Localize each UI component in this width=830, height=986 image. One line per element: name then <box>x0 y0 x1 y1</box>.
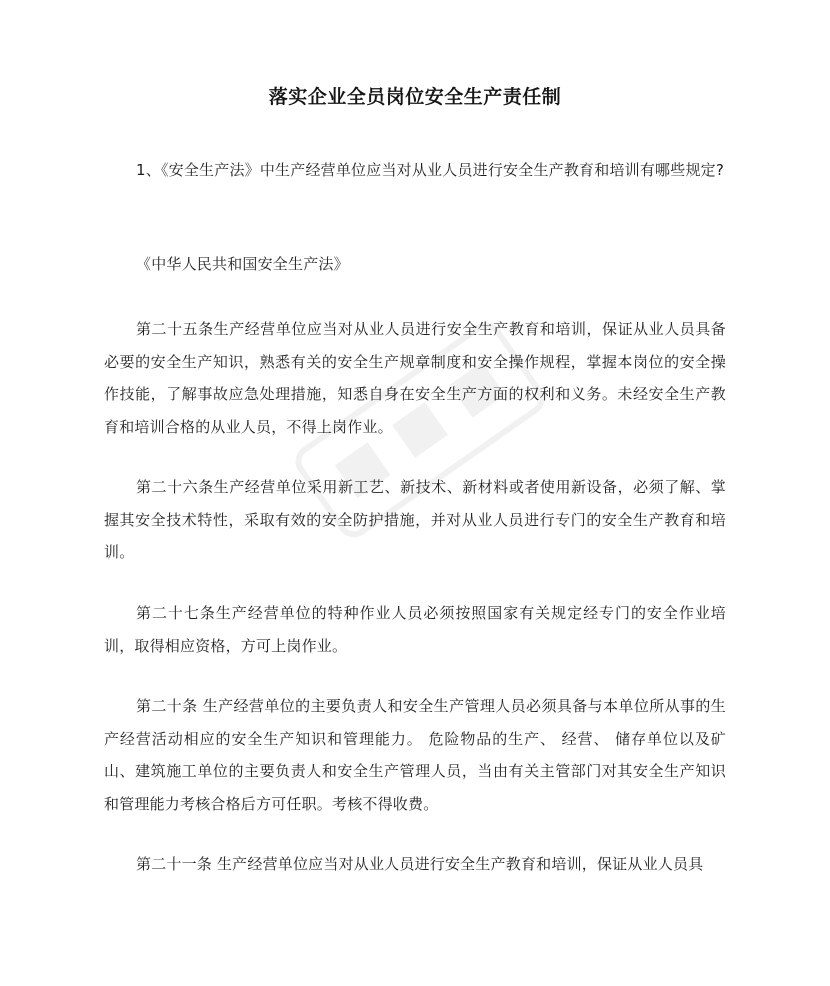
article-25-paragraph: 第二十五条生产经营单位应当对从业人员进行安全生产教育和培训，保证从业人员具备必要的安全生产知识，熟悉有关的安全生产规章制度和安全操作规程，掌握本岗位的安全操作技能，了解事故应急处理措施，知悉自身在安全生产方面的权利和义务。未经安全生产教育和培训合格的从业人员，不得上岗作业。 <box>104 320 726 436</box>
article-27-paragraph: 第二十七条生产经营单位的特种作业人员必须按照国家有关规定经专门的安全作业培训，取得相应资格，方可上岗作业。 <box>104 604 726 655</box>
article-21-paragraph: 第二十一条 生产经营单位应当对从业人员进行安全生产教育和培训，保证从业人员具 <box>136 855 704 873</box>
article-20-paragraph: 第二十条 生产经营单位的主要负责人和安全生产管理人员必须具备与本单位所从事的生产经营活动相应的安全生产知识和管理能力。 危险物品的生产、 经营、 储存单位以及矿山、建筑施工单位的主要负责人和安全生产管理人员，当由有关主管部门对其安全生产知识和管理能力考核合格后方可任职。考核不得收费。 <box>104 697 726 813</box>
article-26-paragraph: 第二十六条生产经营单位采用新工艺、新技术、新材料或者使用新设备，必须了解、掌握其安全技术特性，采取有效的安全防护措施，并对从业人员进行专门的安全生产教育和培训。 <box>104 478 726 561</box>
document-title: 落实企业全员岗位安全生产责任制 <box>268 86 562 108</box>
law-name-paragraph: 《中华人民共和国安全生产法》 <box>136 255 349 273</box>
question-paragraph: 1、《安全生产法》中生产经营单位应当对从业人员进行安全生产教育和培训有哪些规定? <box>136 161 725 179</box>
